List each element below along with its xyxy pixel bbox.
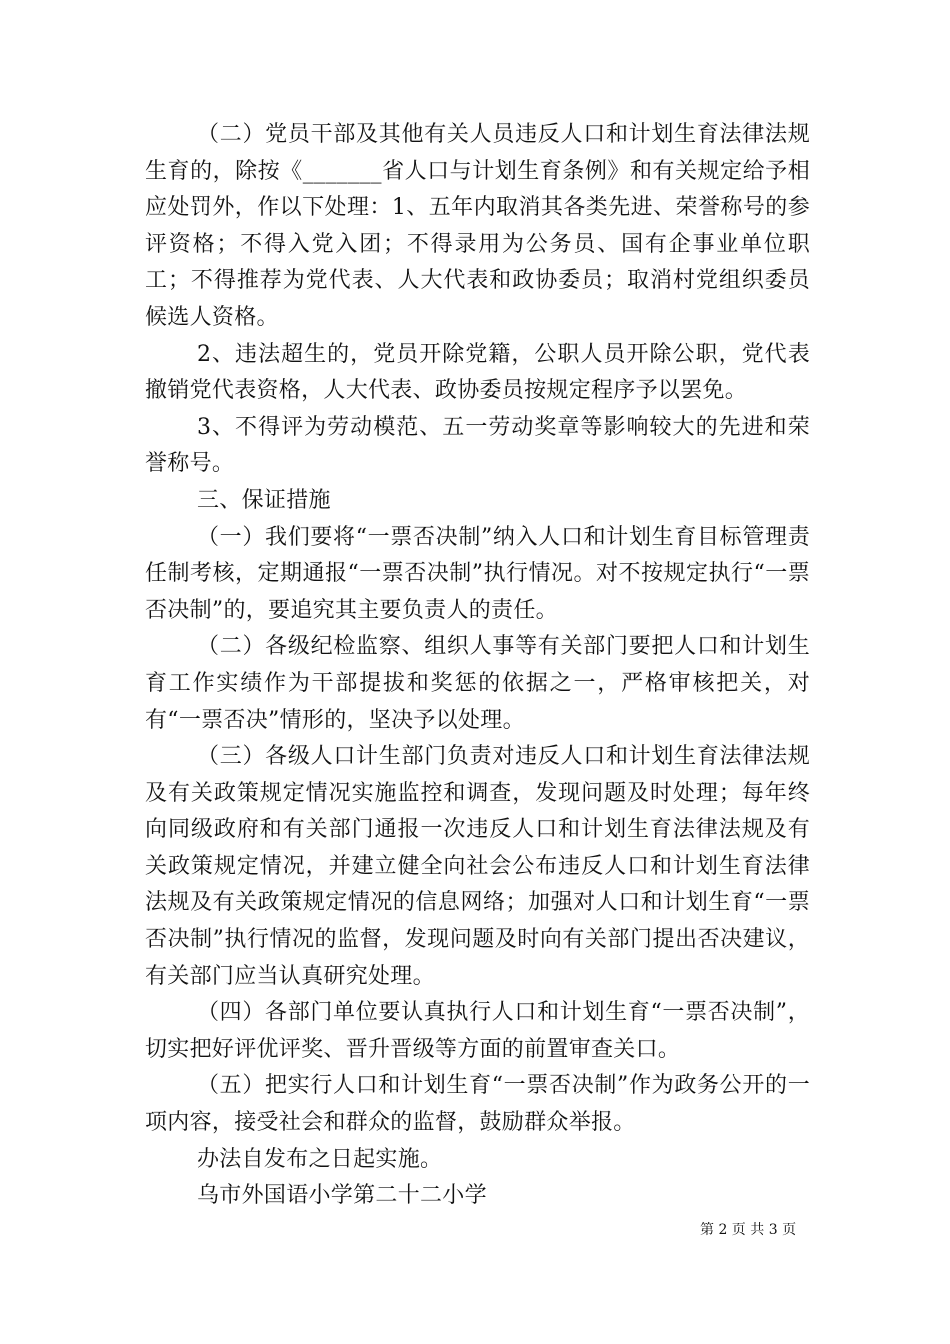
paragraph-measure-5: （五）把实行人口和计划生育“一票否决制”作为政务公开的一项内容，接受社会和群众的监督，鼓励群众举报。 <box>145 1073 810 1136</box>
paragraph-measure-2: （二）各级纪检监察、组织人事等有关部门要把人口和计划生育工作实绩作为干部提拔和奖惩的依据之一，严格审核把关，对有“一票否决”情形的，坚决予以处理。 <box>145 634 810 733</box>
paragraph-measure-1: （一）我们要将“一票否决制”纳入人口和计划生育目标管理责任制考核，定期通报“一票否决制”执行情况。对不按规定执行“一票否决制”的，要追究其主要负责人的责任。 <box>145 524 810 623</box>
paragraph-item-2: 2、违法超生的，党员开除党籍，公职人员开除公职，党代表撤销党代表资格，人大代表、政协委员按规定程序予以罢免。 <box>145 341 810 404</box>
paragraph-signature-school: 乌市外国语小学第二十二小学 <box>197 1183 487 1209</box>
paragraph-measure-3: （三）各级人口计生部门负责对违反人口和计划生育法律法规及有关政策规定情况实施监控和调查，发现问题及时处理；每年终向同级政府和有关部门通报一次违反人口和计划生育法律法规及有关政策规定情况，并建立健全向社会公布违反人口和计划生育法律法规及有关政策规定情况的信息网络；加强对人口和计划生育“一票否决制”执行情况的监督，发现问题及时向有关部门提出否决建议，有关部门应当认真研究处理。 <box>145 744 810 989</box>
paragraph-effective-date: 办法自发布之日起实施。 <box>197 1146 443 1172</box>
document-body <box>145 117 810 1215</box>
paragraph-section-2-intro: （二）党员干部及其他有关人员违反人口和计划生育法律法规生育的，除按《_______省人口与计划生育条例》和有关规定给予相应处罚外，作以下处理：1、五年内取消其各类先进、荣誉称号的参评资格；不得入党入团；不得录用为公务员、国有企事业单位职工；不得推荐为党代表、人大代表和政协委员；取消村党组织委员候选人资格。 <box>145 122 810 330</box>
section-heading-guarantee-measures: 三、保证措施 <box>197 487 331 513</box>
paragraph-measure-4: （四）各部门单位要认真执行人口和计划生育“一票否决制”，切实把好评优评奖、晋升晋级等方面的前置审查关口。 <box>145 1000 810 1062</box>
paragraph-item-3: 3、不得评为劳动模范、五一劳动奖章等影响较大的先进和荣誉称号。 <box>145 414 810 477</box>
page-number-footer: 第 2 页 共 3 页 <box>700 1222 797 1238</box>
